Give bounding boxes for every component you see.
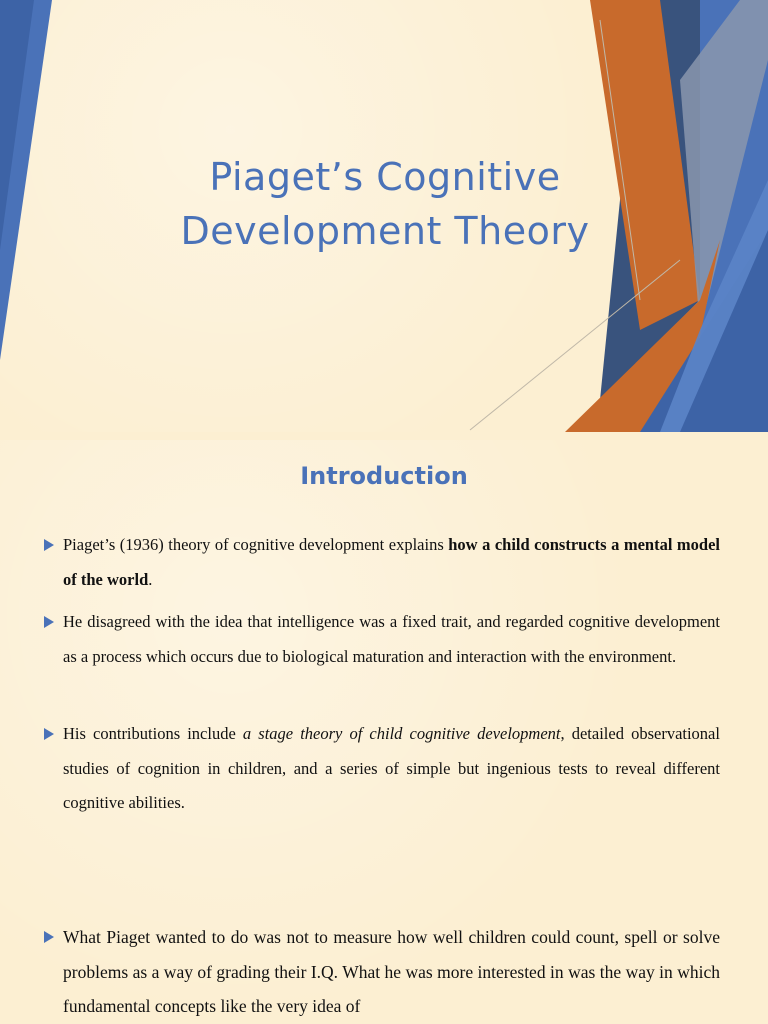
bullet-item [44, 528, 720, 597]
title-slide [0, 0, 768, 432]
bullet-text [63, 528, 720, 597]
bullet-item [44, 920, 720, 1024]
bullet-arrow-icon [44, 931, 54, 943]
section-heading: Introduction [300, 462, 468, 490]
bullet-text-italic: a stage theory of child cognitive development [242, 724, 561, 743]
bullet-item [44, 605, 720, 674]
introduction-slide [0, 440, 768, 1024]
bullet-text: What Piaget wanted to do was not to measure how well children could count, spell or solve problems as a way of grading their I.Q. What he was more interested in was the way in which fundamental concepts like the very idea of [63, 927, 720, 1016]
bullet-item [44, 717, 720, 821]
bullet-text-plain: , detailed observational studies of cognition in children, and a series of simple but ingenious tests to reveal different cognitive abilities. [63, 724, 720, 812]
title-line-2: Development Theory [180, 209, 590, 253]
bullet-text-plain: His contributions include [63, 724, 243, 743]
bullet-arrow-icon [44, 616, 54, 628]
bullet-text: He disagreed with the idea that intelligence was a fixed trait, and regarded cognitive development as a process which occurs due to biological maturation and interaction with the environment. [63, 612, 720, 666]
bullet-text-bold: how a child constructs a mental model of the world [63, 535, 720, 589]
bullet-arrow-icon [44, 728, 54, 740]
title-line-1: Piaget’s Cognitive [209, 155, 561, 199]
bullet-text-plain: Piaget’s (1936) theory of cognitive development explains [63, 535, 449, 554]
bullet-text [63, 717, 720, 821]
slide-title [150, 150, 620, 258]
bullet-text-plain: . [148, 569, 153, 589]
bullet-arrow-icon [44, 539, 54, 551]
